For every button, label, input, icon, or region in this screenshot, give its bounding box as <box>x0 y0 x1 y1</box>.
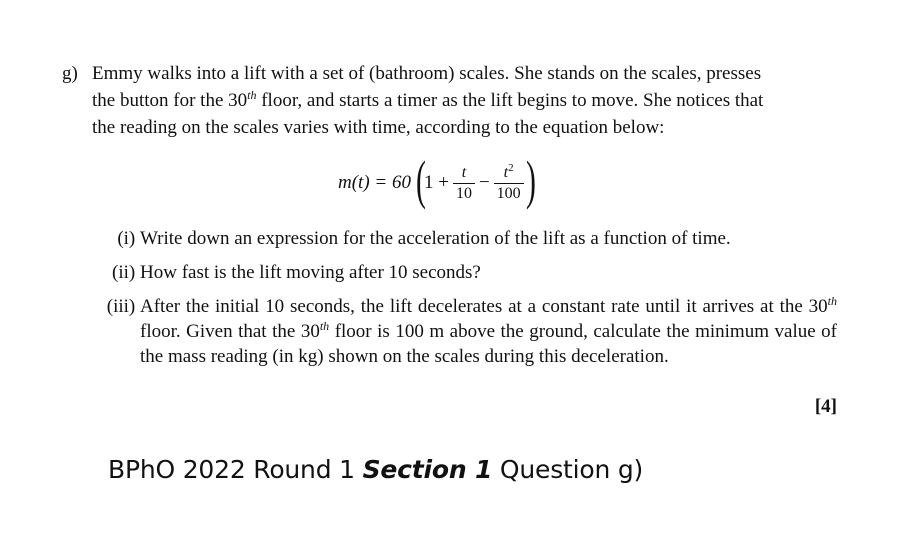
sub-question-i <box>100 226 837 251</box>
sub-question-iii <box>100 294 837 369</box>
source-caption <box>108 455 643 484</box>
sub-question-iii-part-b: floor. Given that the 30 <box>140 321 320 342</box>
fraction-t-over-10 <box>453 163 475 204</box>
sub-question-text: Write down an expression for the acceleration of the lift as a function of time. <box>140 228 731 249</box>
question-line-2-b: floor, and starts a timer as the lift begins to move. She notices that <box>256 90 764 111</box>
fraction-2-exponent: 2 <box>508 161 514 174</box>
right-paren: ) <box>525 150 536 210</box>
question-label: g) <box>62 63 78 84</box>
question-line-1: Emmy walks into a lift with a set of (bathroom) scales. She stands on the scales, presses <box>92 63 762 84</box>
mass-equation <box>338 150 534 216</box>
question-stem <box>62 60 842 141</box>
sub-questions <box>100 226 837 378</box>
caption-section: Section 1 <box>362 455 493 484</box>
ordinal-suffix: th <box>827 294 837 308</box>
question-text <box>92 60 842 141</box>
caption-pre: BPhO 2022 Round 1 <box>108 455 363 484</box>
question-line-2-a: the button for the 30 <box>92 90 248 111</box>
sub-question-label <box>100 226 140 251</box>
fraction-2-numerator <box>501 163 517 183</box>
question-line-3: the reading on the scales varies with time, according to the equation below: <box>92 117 665 138</box>
sub-question-label <box>100 294 140 369</box>
fraction-t2-over-100 <box>494 163 524 204</box>
caption-post: Question g) <box>492 455 644 484</box>
marks-indicator: [4] <box>814 396 837 417</box>
question-row <box>62 60 842 141</box>
sub-question-label-text: (i) <box>117 228 136 249</box>
sub-question-text: How fast is the lift moving after 10 seconds? <box>140 262 481 283</box>
ordinal-suffix: th <box>319 319 330 333</box>
fraction-1-denominator: 10 <box>455 184 472 202</box>
sub-question-label-text: (iii) <box>106 296 136 317</box>
equation-minus: − <box>478 172 490 193</box>
ordinal-suffix: th <box>247 88 257 102</box>
fraction-2-denominator: 100 <box>496 184 521 202</box>
sub-question-iii-part-c: floor is 100 m above the ground, calculate the minimum value of the mass reading (in kg) shown on the scales during this deceleration. <box>140 321 837 367</box>
equation-one-plus: 1 + <box>423 172 449 193</box>
fraction-1-numerator: t <box>461 163 467 181</box>
sub-question-text <box>140 294 837 369</box>
question-line-2 <box>92 87 842 114</box>
sub-question-label-text: (ii) <box>112 262 136 283</box>
left-paren: ( <box>416 150 426 210</box>
sub-question-iii-part-a: After the initial 10 seconds, the lift decelerates at a constant rate until it arrives at the 30 <box>140 296 828 317</box>
fraction-2-variable: t <box>503 163 509 181</box>
sub-question-label <box>100 260 140 285</box>
sub-question-ii <box>100 260 837 285</box>
equation-lhs: m(t) = 60 <box>338 172 411 193</box>
